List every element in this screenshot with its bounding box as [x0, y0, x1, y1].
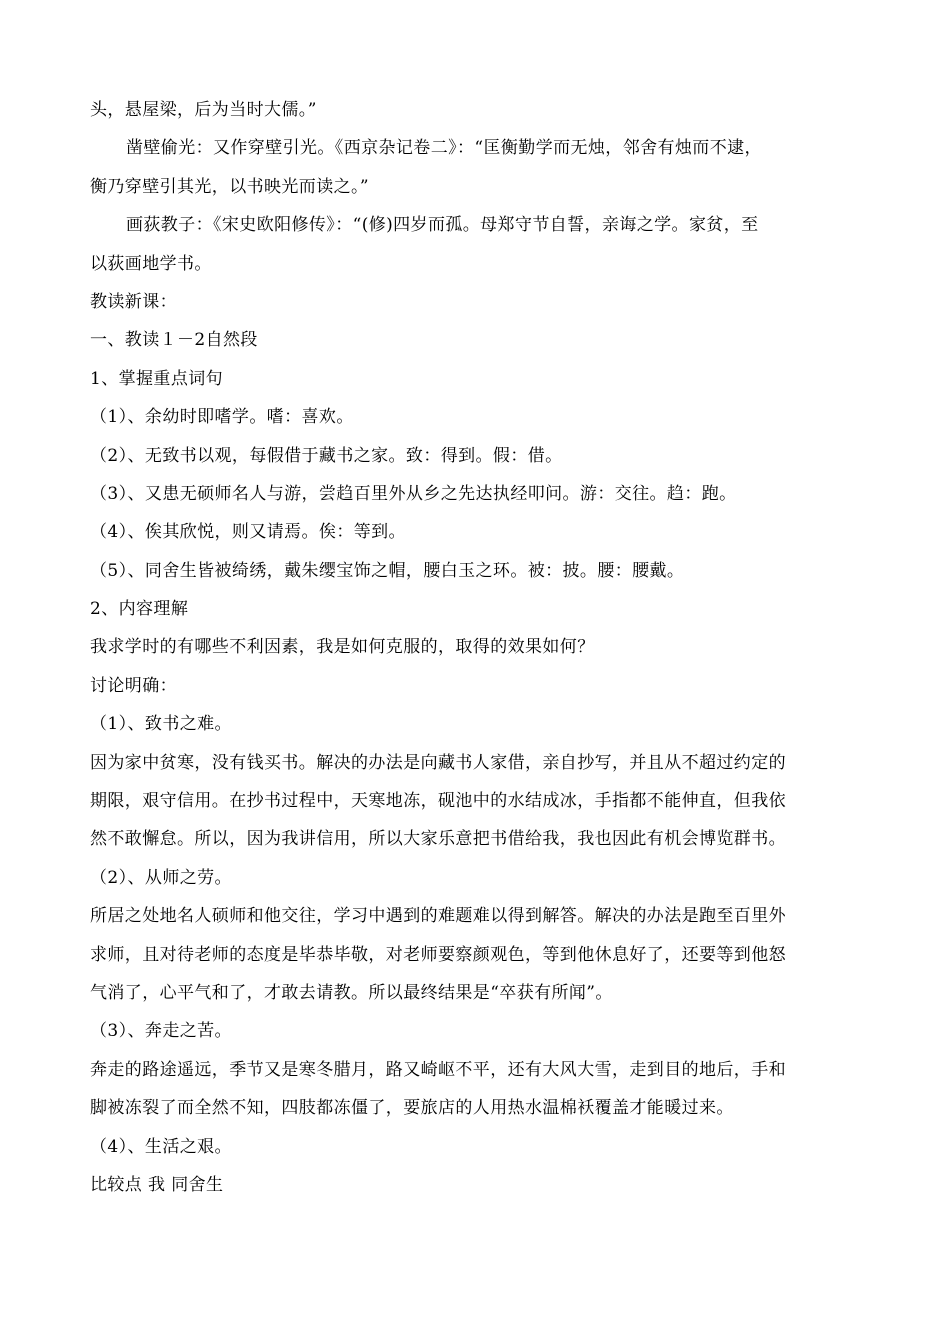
- text-line: 凿壁偷光：又作穿壁引光。《西京杂记卷二》：“匡衡勤学而无烛，邻舍有烛而不逮，: [126, 138, 762, 159]
- text-line: 奔走的路途遥远，季节又是寒冬腊月，路又崎岖不平，还有大风大雪，走到目的地后，手和: [90, 1059, 786, 1080]
- text-line: 期限，艰守信用。在抄书过程中，天寒地冻，砚池中的水结成冰，手指都不能伸直，但我依: [90, 791, 786, 812]
- section-heading: 教读新课：: [90, 291, 177, 312]
- list-item: （3）、又患无硕师名人与游，尝趋百里外从乡之先达执经叩问。游：交往。趋：跑。: [90, 483, 737, 504]
- subsection-heading: 1、掌握重点词句: [90, 368, 224, 389]
- text-line: 以荻画地学书。: [90, 253, 212, 274]
- subsection-heading: 2、内容理解: [90, 599, 189, 620]
- list-item: （3）、奔走之苦。: [90, 1021, 232, 1042]
- list-item: （4）、生活之艰。: [90, 1136, 232, 1157]
- text-line: 头，悬屋梁，后为当时大儒。”: [90, 100, 317, 120]
- list-item: （1）、致书之难。: [90, 714, 232, 735]
- list-item: （4）、俟其欣悦，则又请焉。俟：等到。: [90, 522, 406, 543]
- text-line: 衡乃穿壁引其光，以书映光而读之。”: [90, 176, 369, 197]
- text-line: 脚被冻裂了而全然不知，四肢都冻僵了，要旅店的人用热水温棉袄覆盖才能暖过来。: [90, 1098, 734, 1119]
- document-page: [90, 91, 862, 1204]
- list-item: （2）、从师之劳。: [90, 867, 232, 888]
- text-line: 比较点 我 同舍生: [90, 1174, 224, 1195]
- text-line: 讨论明确：: [90, 675, 177, 696]
- list-item: （1）、余幼时即嗜学。嗜：喜欢。: [90, 407, 354, 428]
- list-item: （5）、同舍生皆被绮绣，戴朱缨宝饰之帽，腰白玉之环。被：披。腰：腰戴。: [90, 560, 685, 581]
- section-heading: 一、教读１－2自然段: [90, 330, 258, 351]
- text-line: 因为家中贫寒，没有钱买书。解决的办法是向藏书人家借，亲自抄写，并且从不超过约定的: [90, 752, 786, 773]
- text-line: 求师，且对待老师的态度是毕恭毕敬，对老师要察颜观色，等到他休息好了，还要等到他怒: [90, 944, 786, 965]
- list-item: （2）、无致书以观，每假借于藏书之家。致：得到。假：借。: [90, 445, 563, 466]
- text-line: 画荻教子：《宋史欧阳修传》：“(修)四岁而孤。母郑守节自誓，亲诲之学。家贫，至: [126, 215, 759, 236]
- text-line: 我求学时的有哪些不利因素，我是如何克服的，取得的效果如何？: [90, 637, 595, 658]
- text-line: 然不敢懈怠。所以，因为我讲信用，所以大家乐意把书借给我，我也因此有机会博览群书。: [90, 829, 786, 850]
- text-line: 所居之处地名人硕师和他交往，学习中遇到的难题难以得到解答。解决的办法是跑至百里外: [90, 906, 786, 927]
- text-line: 气消了，心平气和了，才敢去请教。所以最终结果是“卒获有所闻”。: [90, 982, 613, 1003]
